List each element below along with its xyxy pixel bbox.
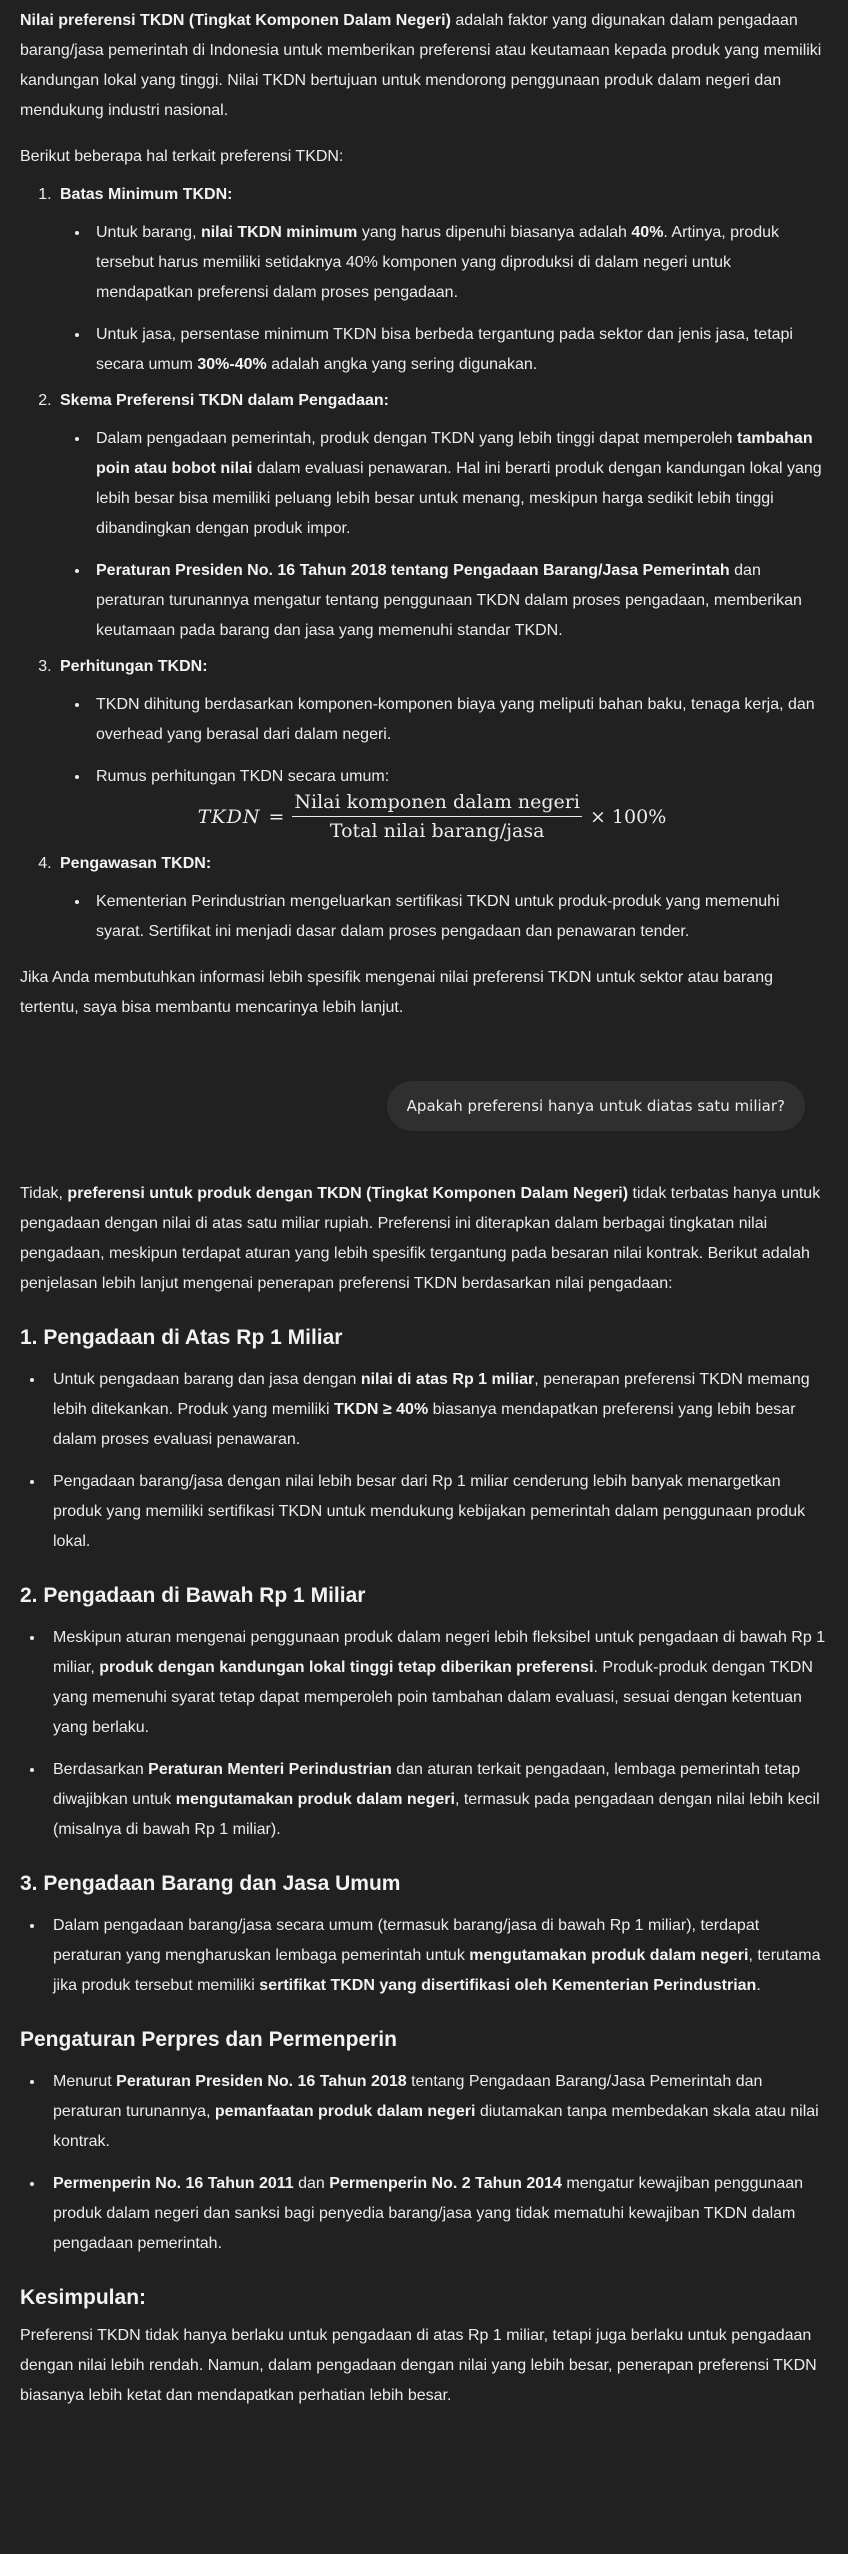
text: , terutama jika produk tersebut memiliki: [53, 1947, 821, 1994]
bold-text: 40%: [631, 224, 664, 241]
bold-text: Peraturan Presiden No. 16 Tahun 2018 tentang Pengadaan Barang/Jasa Pemerintah: [96, 562, 730, 579]
bold-text: pemanfaatan produk dalam negeri: [214, 2103, 476, 2120]
text: Dalam pengadaan barang/jasa secara umum (termasuk barang/jasa di bawah Rp 1 miliar), terdapat peraturan yang mengharuskan lembaga pemerintah untuk: [53, 1917, 760, 1964]
tkdn-formula: [36, 790, 828, 843]
text: Dalam pengadaan pemerintah, produk dengan TKDN yang lebih tinggi dapat memperoleh: [96, 430, 738, 447]
answer-intro: [20, 1179, 828, 1299]
bold-text: nilai TKDN minimum: [200, 224, 358, 241]
text: tidak terbatas hanya untuk pengadaan dengan nilai di atas satu miliar rupiah. Preferensi ini diterapkan dalam berbagai tingkatan nilai pengadaan, meskipun terdapat aturan yang lebih spesifik tergantung pada besaran nilai kontrak. Berikut adalah penjelasan lebih lanjut mengenai penerapan preferensi TKDN berdasarkan nilai pengadaan:: [20, 1185, 821, 1292]
list-item: [45, 1365, 828, 1455]
closing-paragraph: Jika Anda membutuhkan informasi lebih spesifik mengenai nilai preferensi TKDN untuk sektor atau barang tertentu, saya bisa membantu mencarinya lebih lanjut.: [20, 969, 773, 1016]
formula-multiplier: × 100%: [589, 805, 667, 828]
user-message-row: [20, 1081, 828, 1131]
tkdn-points-list: [20, 180, 828, 947]
text: .: [756, 1977, 761, 1994]
text: Meskipun aturan mengenai penggunaan produk dalam negeri lebih fleksibel untuk pengadaan di bawah Rp 1 miliar,: [53, 1629, 826, 1676]
formula-numerator: Nilai komponen dalam negeri: [292, 790, 582, 817]
bold-text: Peraturan Menteri Perindustrian: [148, 1761, 392, 1778]
formula-fraction: [292, 790, 582, 843]
text: , termasuk pada pengadaan dengan nilai lebih kecil (misalnya di bawah Rp 1 miliar).: [53, 1791, 820, 1838]
intro-bold: Nilai preferensi TKDN (Tingkat Komponen Dalam Negeri): [20, 12, 451, 29]
point-perhitungan: [56, 652, 828, 843]
bullet-list: [60, 887, 828, 947]
bold-text: nilai di atas Rp 1 miliar: [360, 1371, 535, 1388]
text: Rumus perhitungan TKDN secara umum:: [96, 768, 390, 785]
list-item: • TKDN dihitung berdasarkan komponen-komponen biaya yang meliputi bahan baku, tenaga kerja, dan overhead yang berasal dari dalam negeri.: [90, 690, 828, 750]
list-item: [45, 2067, 828, 2157]
list-item: [45, 2169, 828, 2259]
text: Untuk pengadaan barang dan jasa dengan: [53, 1371, 361, 1388]
text: Tidak,: [20, 1185, 68, 1202]
text: Menurut: [53, 2073, 117, 2090]
list-item: • Kementerian Perindustrian mengeluarkan sertifikasi TKDN untuk produk-produk yang memenuhi syarat. Sertifikat ini menjadi dasar dalam proses pengadaan dan penawaran tender.: [90, 887, 828, 947]
bold-text: tambahan poin atau bobot nilai: [96, 430, 813, 477]
section-title: Pengawasan TKDN:: [60, 855, 212, 872]
section-title: Perhitungan TKDN:: [60, 658, 208, 675]
text: Untuk jasa, persentase minimum TKDN bisa berbeda tergantung pada sektor dan jenis jasa, tetapi secara umum: [96, 326, 793, 373]
formula-equals: =: [268, 805, 285, 828]
point-pengawasan: [56, 849, 828, 947]
lead-paragraph: Berikut beberapa hal terkait preferensi TKDN:: [20, 148, 344, 165]
assistant-message-2: [20, 1179, 828, 2411]
text: dan: [293, 2175, 330, 2192]
bold-text: preferensi untuk produk dengan TKDN (Tingkat Komponen Dalam Negeri): [67, 1185, 629, 1202]
list-item: [45, 1911, 828, 2001]
list-item: [90, 320, 828, 380]
heading-bawah-1-miliar: 2. Pengadaan di Bawah Rp 1 Miliar: [20, 1584, 366, 1607]
bullet-list: [20, 2067, 828, 2259]
list-item: • Pengadaan barang/jasa dengan nilai lebih besar dari Rp 1 miliar cenderung lebih banyak menargetkan produk yang memiliki sertifikasi TKDN untuk mendukung kebijakan pemerintah dalam penggunaan produk lokal.: [45, 1467, 828, 1557]
bold-text: 30%-40%: [197, 356, 267, 373]
bold-text: produk dengan kandungan lokal tinggi tetap diberikan preferensi: [99, 1659, 594, 1676]
text: dalam evaluasi penawaran. Hal ini berarti produk dengan kandungan lokal yang lebih besar bisa memiliki peluang lebih besar untuk menang, meskipun harga sedikit lebih tinggi dibandingkan dengan produk impor.: [96, 460, 822, 537]
heading-perpres-permenperin: Pengaturan Perpres dan Permenperin: [20, 2028, 397, 2051]
user-message-bubble: Apakah preferensi hanya untuk diatas satu miliar?: [387, 1081, 805, 1131]
intro-paragraph: [20, 0, 828, 126]
point-skema-preferensi: [56, 386, 828, 646]
section-title: Skema Preferensi TKDN dalam Pengadaan:: [60, 392, 390, 409]
text: tentang Pengadaan Barang/Jasa Pemerintah dan peraturan turunannya,: [53, 2073, 763, 2120]
text: dan peraturan turunannya mengatur tentang penggunaan TKDN dalam proses pengadaan, memberikan keutamaan pada barang dan jasa yang memenuhi standar TKDN.: [96, 562, 802, 639]
heading-barang-jasa-umum: 3. Pengadaan Barang dan Jasa Umum: [20, 1872, 401, 1895]
list-item: [90, 424, 828, 544]
bold-text: TKDN ≥ 40%: [334, 1401, 429, 1418]
conclusion-paragraph: Preferensi TKDN tidak hanya berlaku untuk pengadaan di atas Rp 1 miliar, tetapi juga berlaku untuk pengadaan dengan nilai lebih rendah. Namun, dalam pengadaan dengan nilai yang lebih besar, penerapan preferensi TKDN biasanya lebih ketat dan mendapatkan perhatian lebih besar.: [20, 2327, 817, 2404]
text: mengatur kewajiban penggunaan produk dalam negeri dan sanksi bagi penyedia barang/jasa yang tidak mematuhi kewajiban TKDN dalam pengadaan pemerintah.: [53, 2175, 804, 2252]
bullet-list: [60, 424, 828, 646]
heading-atas-1-miliar: 1. Pengadaan di Atas Rp 1 Miliar: [20, 1326, 343, 1349]
bullet-list: [60, 218, 828, 380]
text: diutamakan tanpa membedakan skala atau nilai kontrak.: [53, 2103, 819, 2150]
section-title: Batas Minimum TKDN:: [60, 186, 233, 203]
bold-text: mengutamakan produk dalam negeri: [175, 1791, 455, 1808]
list-item: [45, 1623, 828, 1743]
bold-text: Permenperin No. 2 Tahun 2014: [329, 2175, 562, 2192]
text: adalah angka yang sering digunakan.: [266, 356, 538, 373]
bold-text: Permenperin No. 16 Tahun 2011: [53, 2175, 294, 2192]
bold-text: Peraturan Presiden No. 16 Tahun 2018: [116, 2073, 407, 2090]
heading-kesimpulan: Kesimpulan:: [20, 2286, 147, 2309]
text: dan aturan terkait pengadaan, lembaga pemerintah tetap diwajibkan untuk: [53, 1761, 801, 1808]
text: Untuk barang,: [96, 224, 201, 241]
intro-text: adalah faktor yang digunakan dalam pengadaan barang/jasa pemerintah di Indonesia untuk memberikan preferensi atau keutamaan kepada produk yang memiliki kandungan lokal yang tinggi. Nilai TKDN bertujuan untuk mendorong penggunaan produk dalam negeri dan mendukung industri nasional.: [20, 12, 822, 119]
list-item: [45, 1755, 828, 1845]
bullet-list: [20, 1365, 828, 1557]
list-item: [90, 556, 828, 646]
list-item: [90, 218, 828, 308]
assistant-message-1: [20, 0, 828, 1023]
text: yang harus dipenuhi biasanya adalah: [357, 224, 632, 241]
point-batas-minimum: [56, 180, 828, 380]
formula-lhs: TKDN: [197, 805, 261, 828]
text: , penerapan preferensi TKDN memang lebih ditekankan. Produk yang memiliki: [53, 1371, 810, 1418]
bold-text: sertifikat TKDN yang disertifikasi oleh Kementerian Perindustrian: [259, 1977, 757, 1994]
bullet-list: [60, 690, 828, 843]
bullet-list: [20, 1623, 828, 1845]
text: Berdasarkan: [53, 1761, 149, 1778]
list-item: [90, 762, 828, 843]
bullet-list: [20, 1911, 828, 2001]
text: . Produk-produk dengan TKDN yang memenuhi syarat tetap dapat memperoleh poin tambahan dalam evaluasi, sesuai dengan ketentuan yang berlaku.: [53, 1659, 813, 1736]
formula-denominator: Total nilai barang/jasa: [329, 820, 545, 842]
bold-text: mengutamakan produk dalam negeri: [469, 1947, 749, 1964]
text: biasanya mendapatkan preferensi yang lebih besar dalam proses evaluasi penawaran.: [53, 1401, 796, 1448]
text: . Artinya, produk tersebut harus memiliki setidaknya 40% komponen yang diproduksi di dalam negeri untuk mendapatkan preferensi dalam proses pengadaan.: [96, 224, 780, 301]
